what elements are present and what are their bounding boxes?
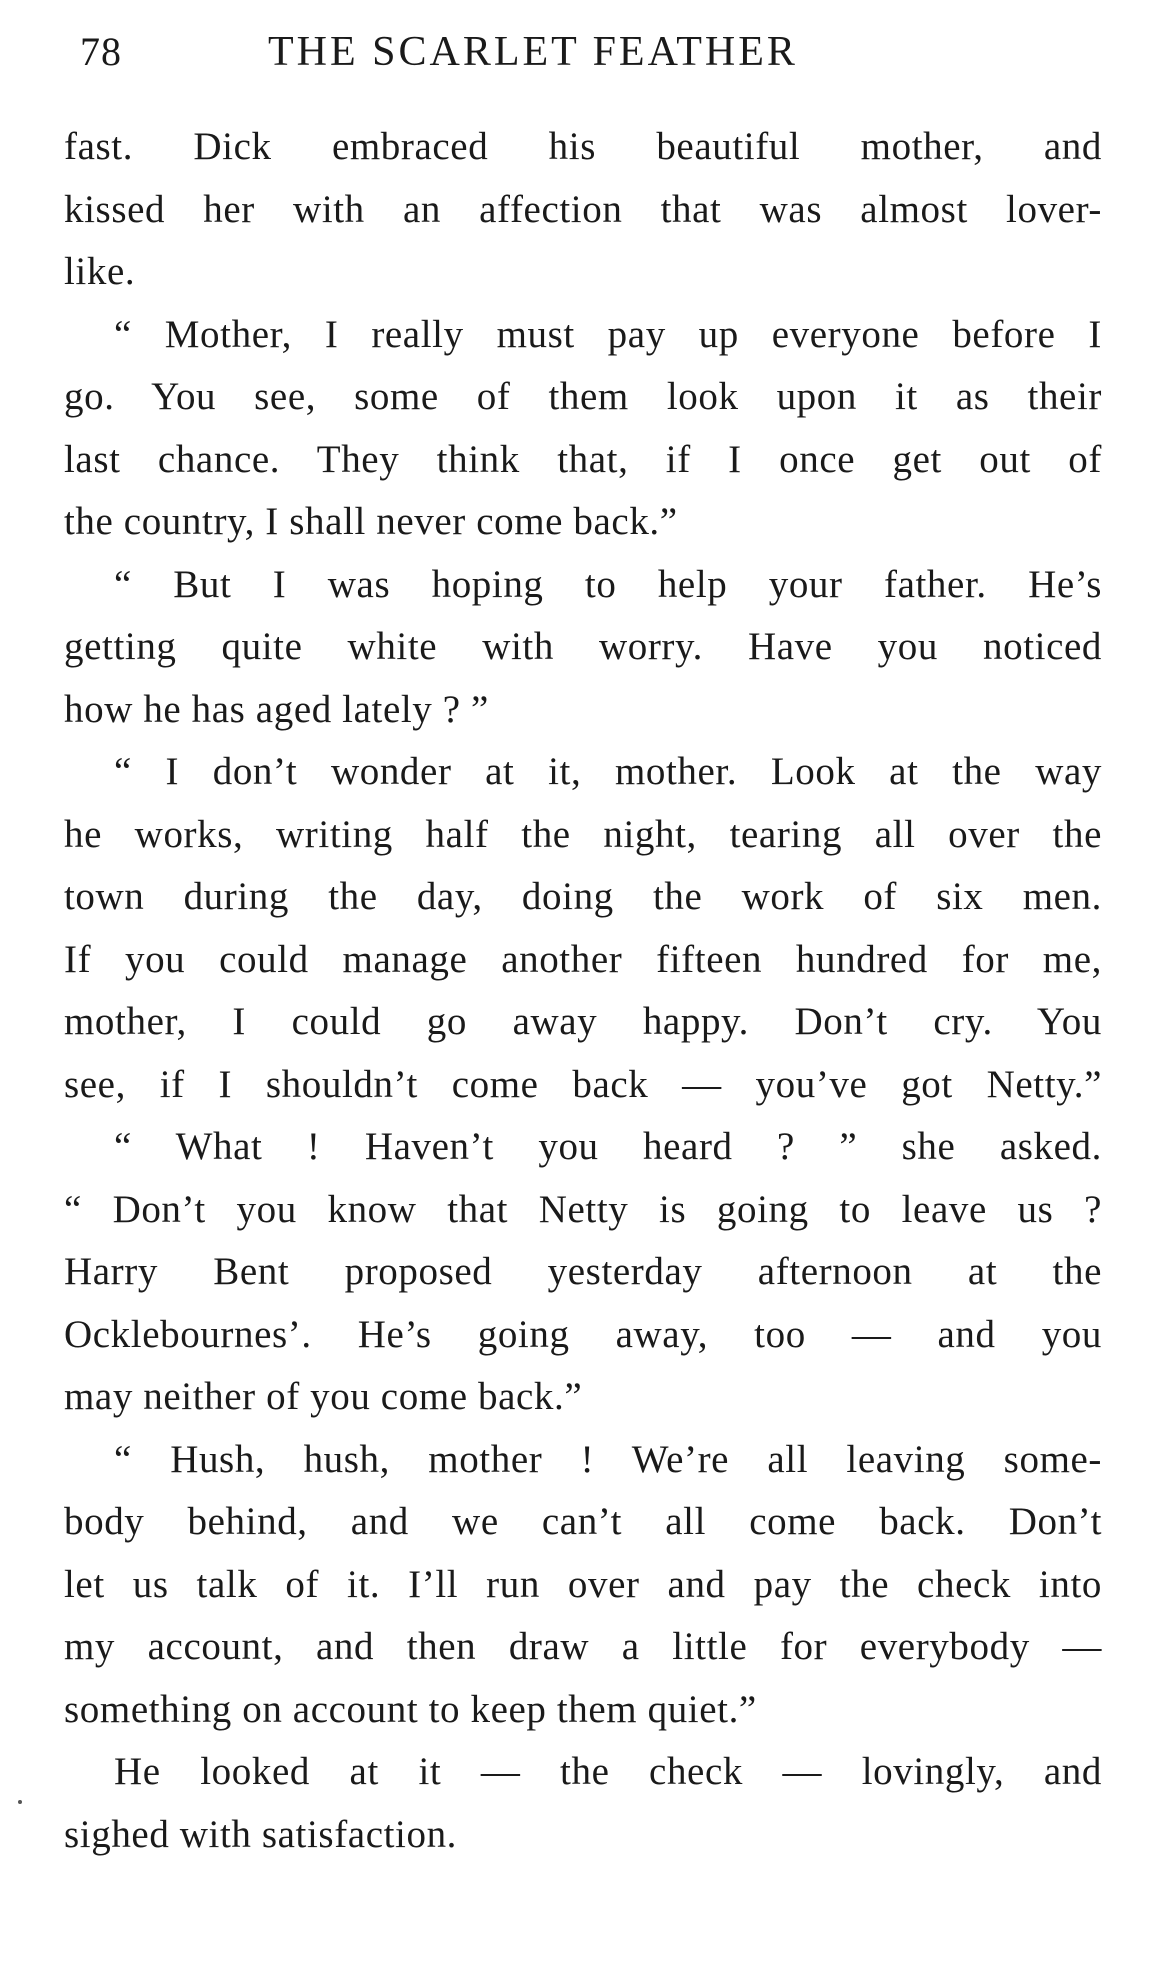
text-line: “ Mother, I really must pay up everyone before I bbox=[114, 312, 1102, 356]
text-line: He looked at it — the check — lovingly, and bbox=[114, 1750, 1102, 1793]
text-line: go. You see, some of them look upon it as their bbox=[64, 375, 1102, 418]
text-line: If you could manage another fifteen hundred for me, bbox=[64, 937, 1102, 981]
text-line: “ What ! Haven’t you heard ? ” she asked. bbox=[114, 1125, 1102, 1168]
text-line: Harry Bent proposed yesterday afternoon at the bbox=[64, 1250, 1102, 1293]
text-line: last chance. They think that, if I once get out of bbox=[64, 437, 1102, 481]
text-line: Ocklebournes’. He’s going away, too — and you bbox=[64, 1312, 1102, 1356]
page-number: 78 bbox=[80, 29, 122, 74]
print-speck bbox=[18, 1800, 22, 1804]
text-line: like. bbox=[64, 250, 136, 293]
text-line: mother, I could go away happy. Don’t cry. You bbox=[64, 1000, 1102, 1043]
text-line: how he has aged lately ? ” bbox=[64, 687, 489, 731]
text-line: “ Hush, hush, mother ! We’re all leaving some- bbox=[114, 1437, 1102, 1481]
text-line: see, if I shouldn’t come back — you’ve got Netty.” bbox=[64, 1062, 1102, 1106]
text-line: sighed with satisfaction. bbox=[64, 1812, 458, 1856]
page-header bbox=[80, 22, 1100, 92]
text-line: something on account to keep them quiet.” bbox=[64, 1687, 757, 1731]
text-line: “ I don’t wonder at it, mother. Look at the way bbox=[114, 750, 1102, 793]
running-title: THE SCARLET FEATHER bbox=[268, 29, 798, 75]
text-line: kissed her with an affection that was almost lover- bbox=[64, 187, 1102, 231]
text-line: town during the day, doing the work of six men. bbox=[64, 875, 1102, 918]
text-line: my account, and then draw a little for everybody — bbox=[64, 1625, 1102, 1668]
text-line: “ Don’t you know that Netty is going to leave us ? bbox=[64, 1187, 1102, 1231]
body-text bbox=[64, 116, 1102, 1866]
text-line: body behind, and we can’t all come back. Don’t bbox=[64, 1500, 1102, 1543]
text-line: the country, I shall never come back.” bbox=[64, 500, 678, 543]
text-line: getting quite white with worry. Have you noticed bbox=[64, 625, 1102, 668]
text-line: he works, writing half the night, tearing all over the bbox=[64, 812, 1102, 856]
text-line: fast. Dick embraced his beautiful mother, and bbox=[64, 125, 1102, 168]
text-line: let us talk of it. I’ll run over and pay the check into bbox=[64, 1562, 1102, 1606]
text-line: “ But I was hoping to help your father. He’s bbox=[114, 562, 1102, 606]
text-line: may neither of you come back.” bbox=[64, 1375, 583, 1418]
